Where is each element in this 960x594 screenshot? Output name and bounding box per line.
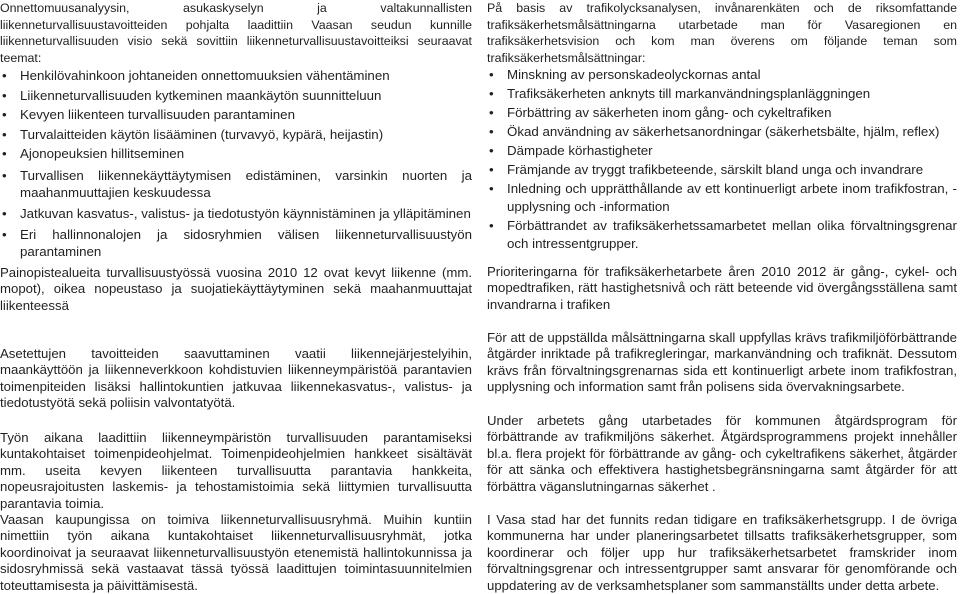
list-item: • Minskning av personskadeolyckornas antal — [487, 66, 957, 84]
list-item: • Dämpade körhastigheter — [487, 142, 957, 160]
swedish-paragraph-priorities: Prioriteringarna för trafiksäkerhetarbete åren 2010 2012 är gång-, cykel- och mopedtrafiken, rätt hastighetsnivå och rätt beteende vid övergångsställena samt invandrarna i trafiken — [487, 264, 957, 312]
list-item: • Ajonopeuksien hillitseminen — [0, 144, 472, 164]
list-item: • Kevyen liikenteen turvallisuuden parantaminen — [0, 105, 472, 125]
finnish-paragraph-groups: Vaasan kaupungissa on toimiva liikenneturvallisuusryhmä. Muihin kuntiin nimettiin työn aikana kuntakohtaiset liikenneturvallisuusryhmät, jotka koordinoivat ja seuraavat liikenneturvallisuustyön etenemistä hallintokunnissa ja sidosryhmissä sekä vastaavat tässä työssä laadittujen toimintasuunnitelmien toteuttamisesta ja päivittämisestä. — [0, 512, 472, 593]
swedish-paragraph-programmes: Under arbetets gång utarbetades för kommunen åtgärdsprogram för förbättrande av trafikmiljöns säkerhet. Åtgärdsprogrammens projekt innehåller bl.a. flera projekt för förbättrande av gång- och cykeltrafikens säkerhet, åtgärder för att sänka och effektivera hastighetsbegränsningarna samt åtgärder för att förbättra väganslutningarnas säkerhet . — [487, 413, 957, 494]
swedish-intro: På basis av trafikolycksanalysen, invånarenkäten och de riksomfattande trafiksäkerhetsmålsättningarna utarbetade man för Vasaregionen en trafiksäkerhetsvision och kom man överens om följande teman som trafiksäkerhetsmålsättningar: — [487, 1, 957, 65]
finnish-theme-list — [0, 66, 472, 260]
list-item: • Förbättring av säkerheten inom gång- och cykeltrafiken — [487, 104, 957, 122]
swedish-theme-list — [487, 66, 957, 254]
list-item: • Trafiksäkerheten anknyts till markanvändningsplanläggningen — [487, 85, 957, 103]
list-item: • Förbättrandet av trafiksäkerhetssamarbetet mellan olika förvaltningsgrenar och intressentgrupper. — [487, 217, 957, 253]
list-item: • Turvalaitteiden käytön lisääminen (turvavyö, kypärä, heijastin) — [0, 125, 472, 145]
finnish-paragraph-measures: Asetettujen tavoitteiden saavuttaminen vaatii liikennejärjestelyihin, maankäyttöön ja liikenneverkkoon kohdistuvien liikenneympäristöä parantavien toimenpiteiden lisäksi hallintokuntien jatkuvaa liikennekasvatus-, valistus- ja tiedotustyötä sekä poliisin valvontatyötä. — [0, 346, 472, 411]
list-item: • Ökad användning av säkerhetsanordningar (säkerhetsbälte, hjälm, reflex) — [487, 123, 957, 141]
list-item: • Eri hallinnonalojen ja sidosryhmien välisen liikenneturvallisuustyön parantaminen — [0, 226, 472, 260]
list-item: • Främjande av tryggt trafikbeteende, särskilt bland unga och invandrare — [487, 161, 957, 179]
swedish-paragraph-measures: För att de uppställda målsättningarna skall uppfyllas krävs trafikmiljöförbättrande åtgärder inriktade på trafikregleringar, markanvändning och trafiknät. Dessutom krävs från förvaltningsgrenarnas sida ett kontinuerligt arbete inom trafikfostran, upplysning och information samt från polisens sida övervakningsarbete. — [487, 330, 957, 395]
list-item: • Jatkuvan kasvatus-, valistus- ja tiedotustyön käynnistäminen ja ylläpitäminen — [0, 205, 472, 222]
list-item: • Turvallisen liikennekäyttäytymisen edistäminen, varsinkin nuorten ja maahanmuuttajien keskuudessa — [0, 167, 472, 201]
list-item: • Liikenneturvallisuuden kytkeminen maankäytön suunnitteluun — [0, 86, 472, 106]
finnish-paragraph-priorities: Painopistealueita turvallisuustyössä vuosina 2010 12 ovat kevyt liikenne (mm. mopot), oikea nopeustaso ja suojatiekäyttäytyminen sekä maahanmuuttajat liikenteessä — [0, 265, 472, 313]
list-item: • Inledning och upprätthållande av ett kontinuerligt arbete inom trafikfostran, -upplysning och -information — [487, 180, 957, 216]
swedish-paragraph-groups: I Vasa stad har det funnits redan tidigare en trafiksäkerhetsgrupp. I de övriga kommunerna har under planeringsarbetet tillsatts trafiksäkerhetsgrupper, som koordinerar och följer upp hur trafiksäkerhetsarbetet framskrider inom förvaltningsgrenar och intressentgrupper samt ansvarar för genomförande och uppdatering av de verksamhetsplaner som sammanställts under detta arbete. — [487, 512, 957, 593]
finnish-intro: Onnettomuusanalyysin, asukaskyselyn ja valtakunnallisten liikenneturvallisuustavoitteiden pohjalta laadittiin Vaasan seudun kunnille liikenneturvallisuuden visio sekä sovittiin liikenneturvallisuustavoitteiksi seuraavat teemat: — [0, 1, 472, 65]
finnish-paragraph-programmes: Työn aikana laadittiin liikenneympäristön turvallisuuden parantamiseksi kuntakohtaiset toimenpideohjelmat. Toimenpideohjelmien hankkeet sisältävät mm. useita kevyen liikenteen turvallisuutta parantavia hankkeita, nopeusrajoitusten laskemis- ja tehostamistoimia sekä liittymien turvallisuutta parantavia toimia. — [0, 430, 472, 511]
list-item: • Henkilövahinkoon johtaneiden onnettomuuksien vähentäminen — [0, 66, 472, 86]
